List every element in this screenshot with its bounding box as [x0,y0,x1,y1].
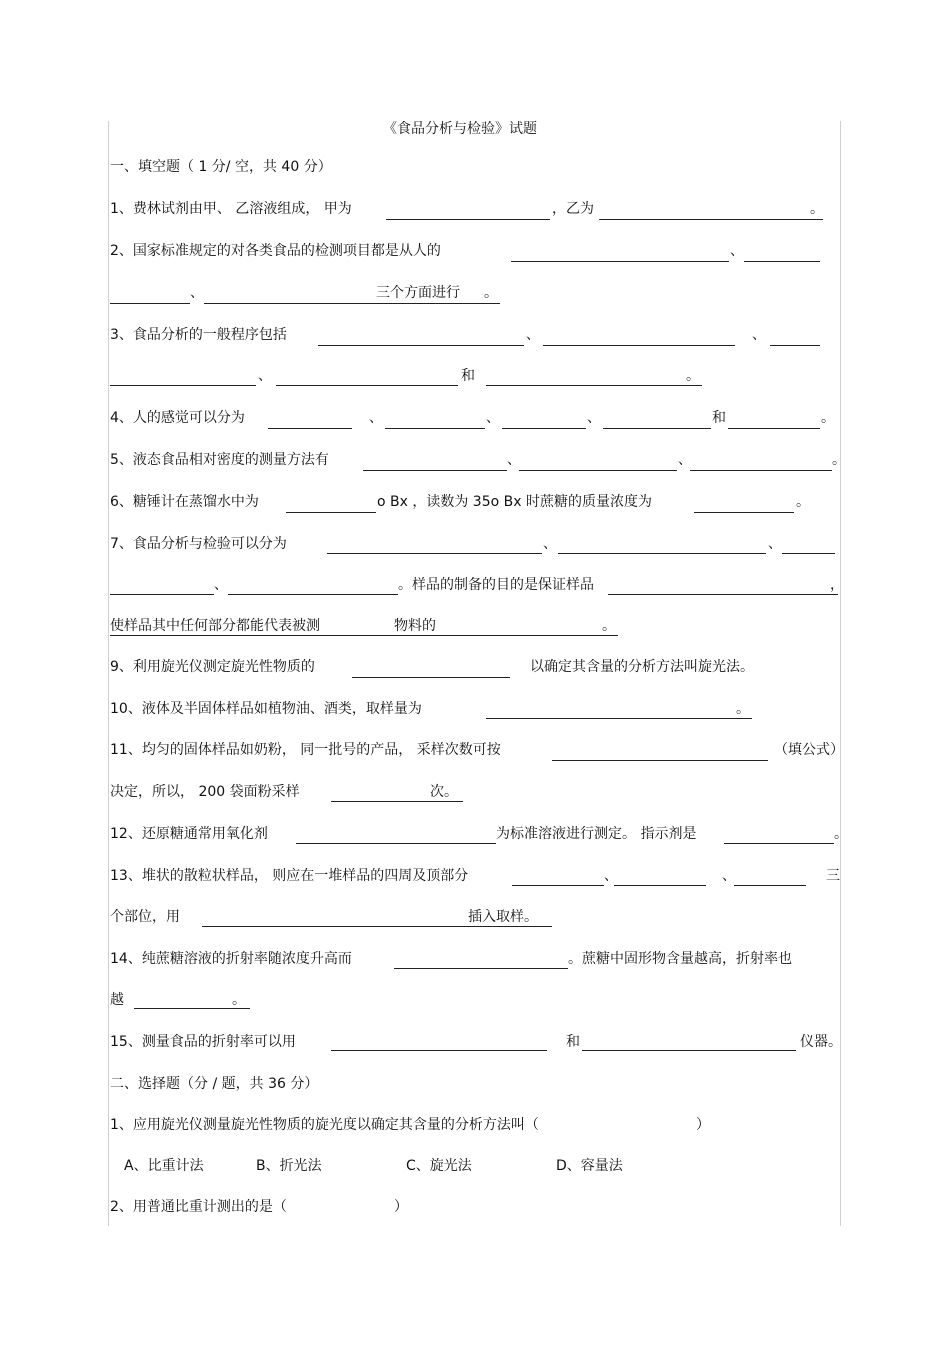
question-14-line2: 越 [110,992,124,1008]
answer-blank[interactable] [331,1050,547,1051]
page-border-right [840,121,841,1226]
option-b[interactable]: B、折光法 [256,1158,322,1174]
answer-blank[interactable] [728,428,820,429]
answer-blank[interactable] [486,385,702,386]
question-1-text: 1、费林试剂由甲、 乙溶液组成， 甲为 [110,201,352,217]
question-13-sep: 、 [722,868,736,884]
question-1-end: 。 [810,201,824,217]
question-12-end: 。 [834,826,848,842]
question-4-sep: 、 [587,410,601,426]
question-10-text: 10、液体及半固体样品如植物油、酒类，取样量为 [110,701,422,717]
answer-blank[interactable] [276,385,458,386]
question-2-sep: 、 [190,285,204,301]
question-4-sep: 、 [369,410,383,426]
answer-blank[interactable] [603,428,711,429]
question-6-text: 6、糖锤计在蒸馏水中为 [110,494,259,510]
answer-blank[interactable] [202,926,552,927]
question-15-and: 和 [566,1034,580,1050]
answer-blank[interactable] [694,512,794,513]
answer-blank[interactable] [543,345,735,346]
option-d[interactable]: D、容量法 [556,1158,623,1174]
question-3-end: 。 [686,368,700,384]
question-13-line2b: 插入取样。 [468,909,538,925]
question-7-line3: 使样品其中任何部分都能代表被测 [110,618,320,634]
answer-underline[interactable] [110,635,618,636]
question-3-sep: 、 [752,327,766,343]
question-2-sep: 、 [730,243,744,259]
option-c[interactable]: C、旋光法 [406,1158,472,1174]
answer-blank[interactable] [744,261,820,262]
choice-1-text: 1、应用旋光仪测量旋光性物质的旋光度以确定其含量的分析方法叫（ [110,1117,539,1133]
question-1-mid: ，乙为 [552,201,594,217]
answer-blank[interactable] [782,553,835,554]
choice-1-close: ） [696,1117,710,1133]
question-4-end: 。 [821,410,835,426]
question-3-sep: 、 [258,368,272,384]
question-14-end: 。 [232,992,246,1008]
question-5-text: 5、液态食品相对密度的测量方法有 [110,452,329,468]
answer-blank[interactable] [352,677,510,678]
question-13-text: 13、堆状的散粒状样品， 则应在一堆样品的四周及顶部分 [110,868,469,884]
question-12-mid: 为标准溶液进行测定。 指示剂是 [496,826,697,842]
answer-blank[interactable] [614,885,706,886]
answer-blank[interactable] [734,885,806,886]
question-3-sep: 、 [526,327,540,343]
choice-2-text: 2、用普通比重计测出的是（ [110,1199,287,1215]
question-11-text: 11、均匀的固体样品如奶粉， 同一批号的产品， 采样次数可按 [110,742,501,758]
answer-blank[interactable] [110,385,256,386]
question-7-sep: 、 [768,536,782,552]
answer-blank[interactable] [327,553,542,554]
answer-blank[interactable] [331,801,463,802]
question-6-mid: o Bx ，读数为 35o Bx 时蔗糖的质量浓度为 [377,494,652,510]
question-4-text: 4、人的感觉可以分为 [110,410,245,426]
question-5-end: 。 [832,452,846,468]
question-7-sep: 、 [214,577,228,593]
question-3-text: 3、食品分析的一般程序包括 [110,327,287,343]
answer-blank[interactable] [519,470,677,471]
question-13-tail: 三 [826,868,840,884]
question-2-end: 。 [484,285,498,301]
option-a[interactable]: A、比重计法 [124,1158,204,1174]
answer-blank[interactable] [724,843,834,844]
answer-blank[interactable] [110,594,214,595]
question-4-and: 和 [712,410,726,426]
question-11-line2: 决定，所以， 200 袋面粉采样 [110,784,300,800]
answer-blank[interactable] [608,594,838,595]
question-7-end: 。 [602,618,616,634]
question-14-text: 14、纯蔗糖溶液的折射率随浓度升高而 [110,951,352,967]
question-11-line2b: 次。 [430,784,458,800]
answer-blank[interactable] [228,594,398,595]
answer-blank[interactable] [110,303,190,304]
answer-blank[interactable] [511,261,729,262]
answer-blank[interactable] [486,718,752,719]
question-15-tail: 仪器。 [800,1034,842,1050]
question-2-tail: 三个方面进行 [376,285,460,301]
question-4-sep: 、 [486,410,500,426]
answer-blank[interactable] [502,428,586,429]
section-heading-multiple-choice: 二、选择题（分 / 题，共 36 分） [110,1076,319,1092]
answer-blank[interactable] [512,885,604,886]
question-14-mid: 。蔗糖中固形物含量越高，折射率也 [568,951,792,967]
answer-blank[interactable] [268,428,352,429]
page-border-left [108,121,109,1226]
question-6-end: 。 [796,494,810,510]
answer-blank[interactable] [770,345,820,346]
question-5-sep: 、 [507,452,521,468]
question-13-sep: 、 [604,868,618,884]
answer-blank[interactable] [552,760,768,761]
answer-blank[interactable] [286,512,376,513]
question-7-text: 7、食品分析与检验可以分为 [110,536,287,552]
answer-blank[interactable] [599,219,823,220]
question-7-mid: 。样品的制备的目的是保证样品 [398,577,594,593]
answer-blank[interactable] [296,843,496,844]
answer-blank[interactable] [690,470,832,471]
question-7-comma: ， [830,577,844,593]
answer-blank[interactable] [363,470,507,471]
question-11-tail: （填公式） [774,742,844,758]
answer-blank[interactable] [204,303,500,304]
question-15-text: 15、测量食品的折射率可以用 [110,1034,296,1050]
page-title: 《食品分析与检验》试题 [383,121,537,137]
answer-blank[interactable] [385,428,485,429]
answer-blank[interactable] [394,968,568,969]
question-9-text: 9、利用旋光仪测定旋光性物质的 [110,659,315,675]
answer-blank[interactable] [318,345,524,346]
question-7-sep: 、 [543,536,557,552]
answer-blank[interactable] [582,1050,796,1051]
question-5-sep: 、 [678,452,692,468]
question-10-end: 。 [736,701,750,717]
question-2-text: 2、国家标准规定的对各类食品的检测项目都是从人的 [110,243,441,259]
section-heading-fill-blank: 一、填空题（ 1 分/ 空，共 40 分） [110,159,332,175]
question-3-and: 和 [461,368,475,384]
answer-blank[interactable] [386,219,550,220]
question-9-tail: 以确定其含量的分析方法叫旋光法。 [530,659,754,675]
question-12-text: 12、还原糖通常用氧化剂 [110,826,268,842]
question-7-line3b: 物料的 [394,618,436,634]
answer-blank[interactable] [558,553,766,554]
choice-2-close: ） [394,1199,408,1215]
question-13-line2: 个部位，用 [110,909,180,925]
